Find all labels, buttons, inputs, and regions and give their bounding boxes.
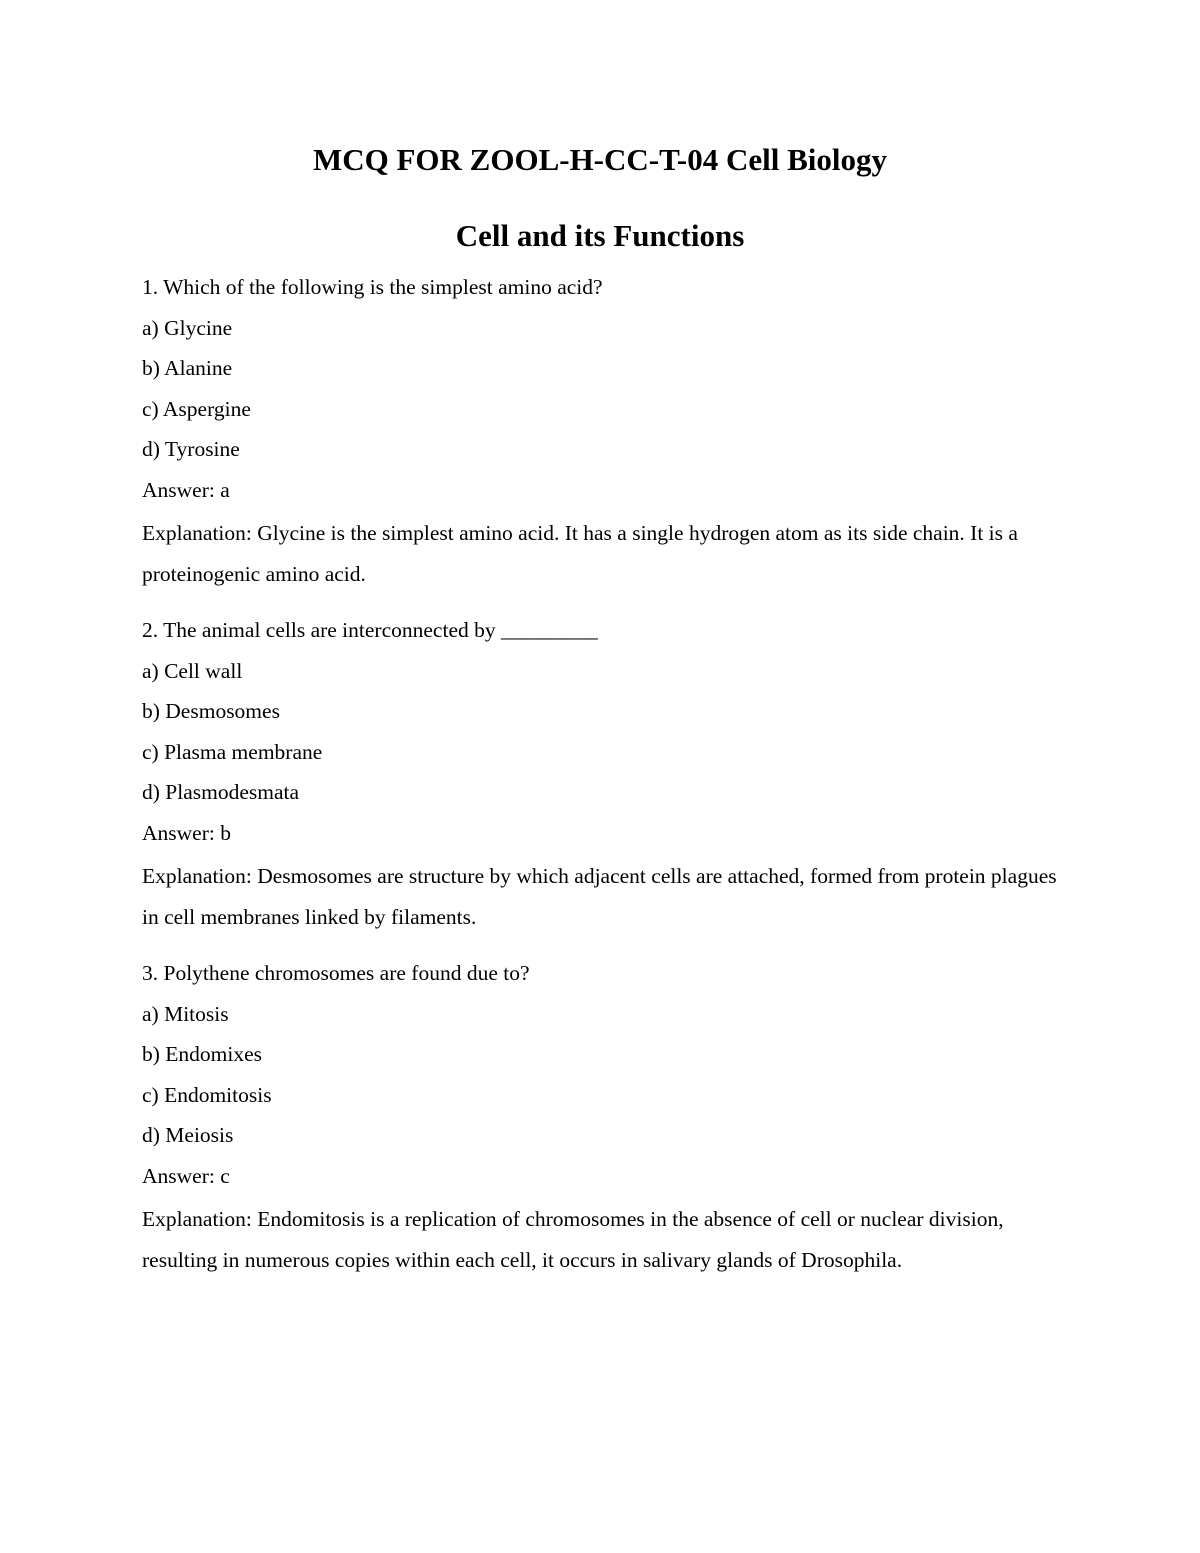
option-a: a) Mitosis (142, 1001, 229, 1026)
option-a: a) Glycine (142, 315, 233, 340)
option-c: c) Aspergine (142, 396, 251, 421)
question-text: 3. Polythene chromosomes are found due to? (142, 961, 530, 985)
question-text: 2. The animal cells are interconnected by _________ (142, 618, 598, 642)
option-d: d) Meiosis (142, 1123, 234, 1147)
option-d: d) Tyrosine (142, 437, 240, 461)
question-list (142, 270, 1062, 1299)
answer-text: Answer: b (142, 820, 231, 845)
question-2 (142, 613, 1062, 937)
option-d: d) Plasmodesmata (142, 780, 300, 804)
document-title: MCQ FOR ZOOL-H-CC-T-04 Cell Biology (312, 142, 888, 177)
explanation-text: Explanation: Glycine is the simplest amino acid. It has a single hydrogen atom as its side chain. It is a proteinogenic amino acid. (142, 521, 1018, 586)
question-3 (142, 956, 1062, 1280)
question-1 (142, 270, 1062, 594)
question-text: 1. Which of the following is the simplest amino acid? (142, 275, 603, 299)
option-a: a) Cell wall (142, 658, 243, 683)
option-c: c) Endomitosis (142, 1082, 272, 1107)
option-c: c) Plasma membrane (142, 739, 323, 764)
section-title: Cell and its Functions (455, 218, 745, 253)
option-b: b) Endomixes (142, 1042, 263, 1066)
option-b: b) Desmosomes (142, 699, 280, 723)
answer-text: Answer: c (142, 1163, 230, 1188)
option-b: b) Alanine (142, 356, 233, 380)
answer-text: Answer: a (142, 477, 230, 502)
explanation-text: Explanation: Desmosomes are structure by which adjacent cells are attached, formed from protein plagues in cell membranes linked by filaments. (142, 864, 1057, 929)
explanation-text: Explanation: Endomitosis is a replication of chromosomes in the absence of cell or nuclear division, resulting in numerous copies within each cell, it occurs in salivary glands of Drosophila. (142, 1207, 1004, 1272)
